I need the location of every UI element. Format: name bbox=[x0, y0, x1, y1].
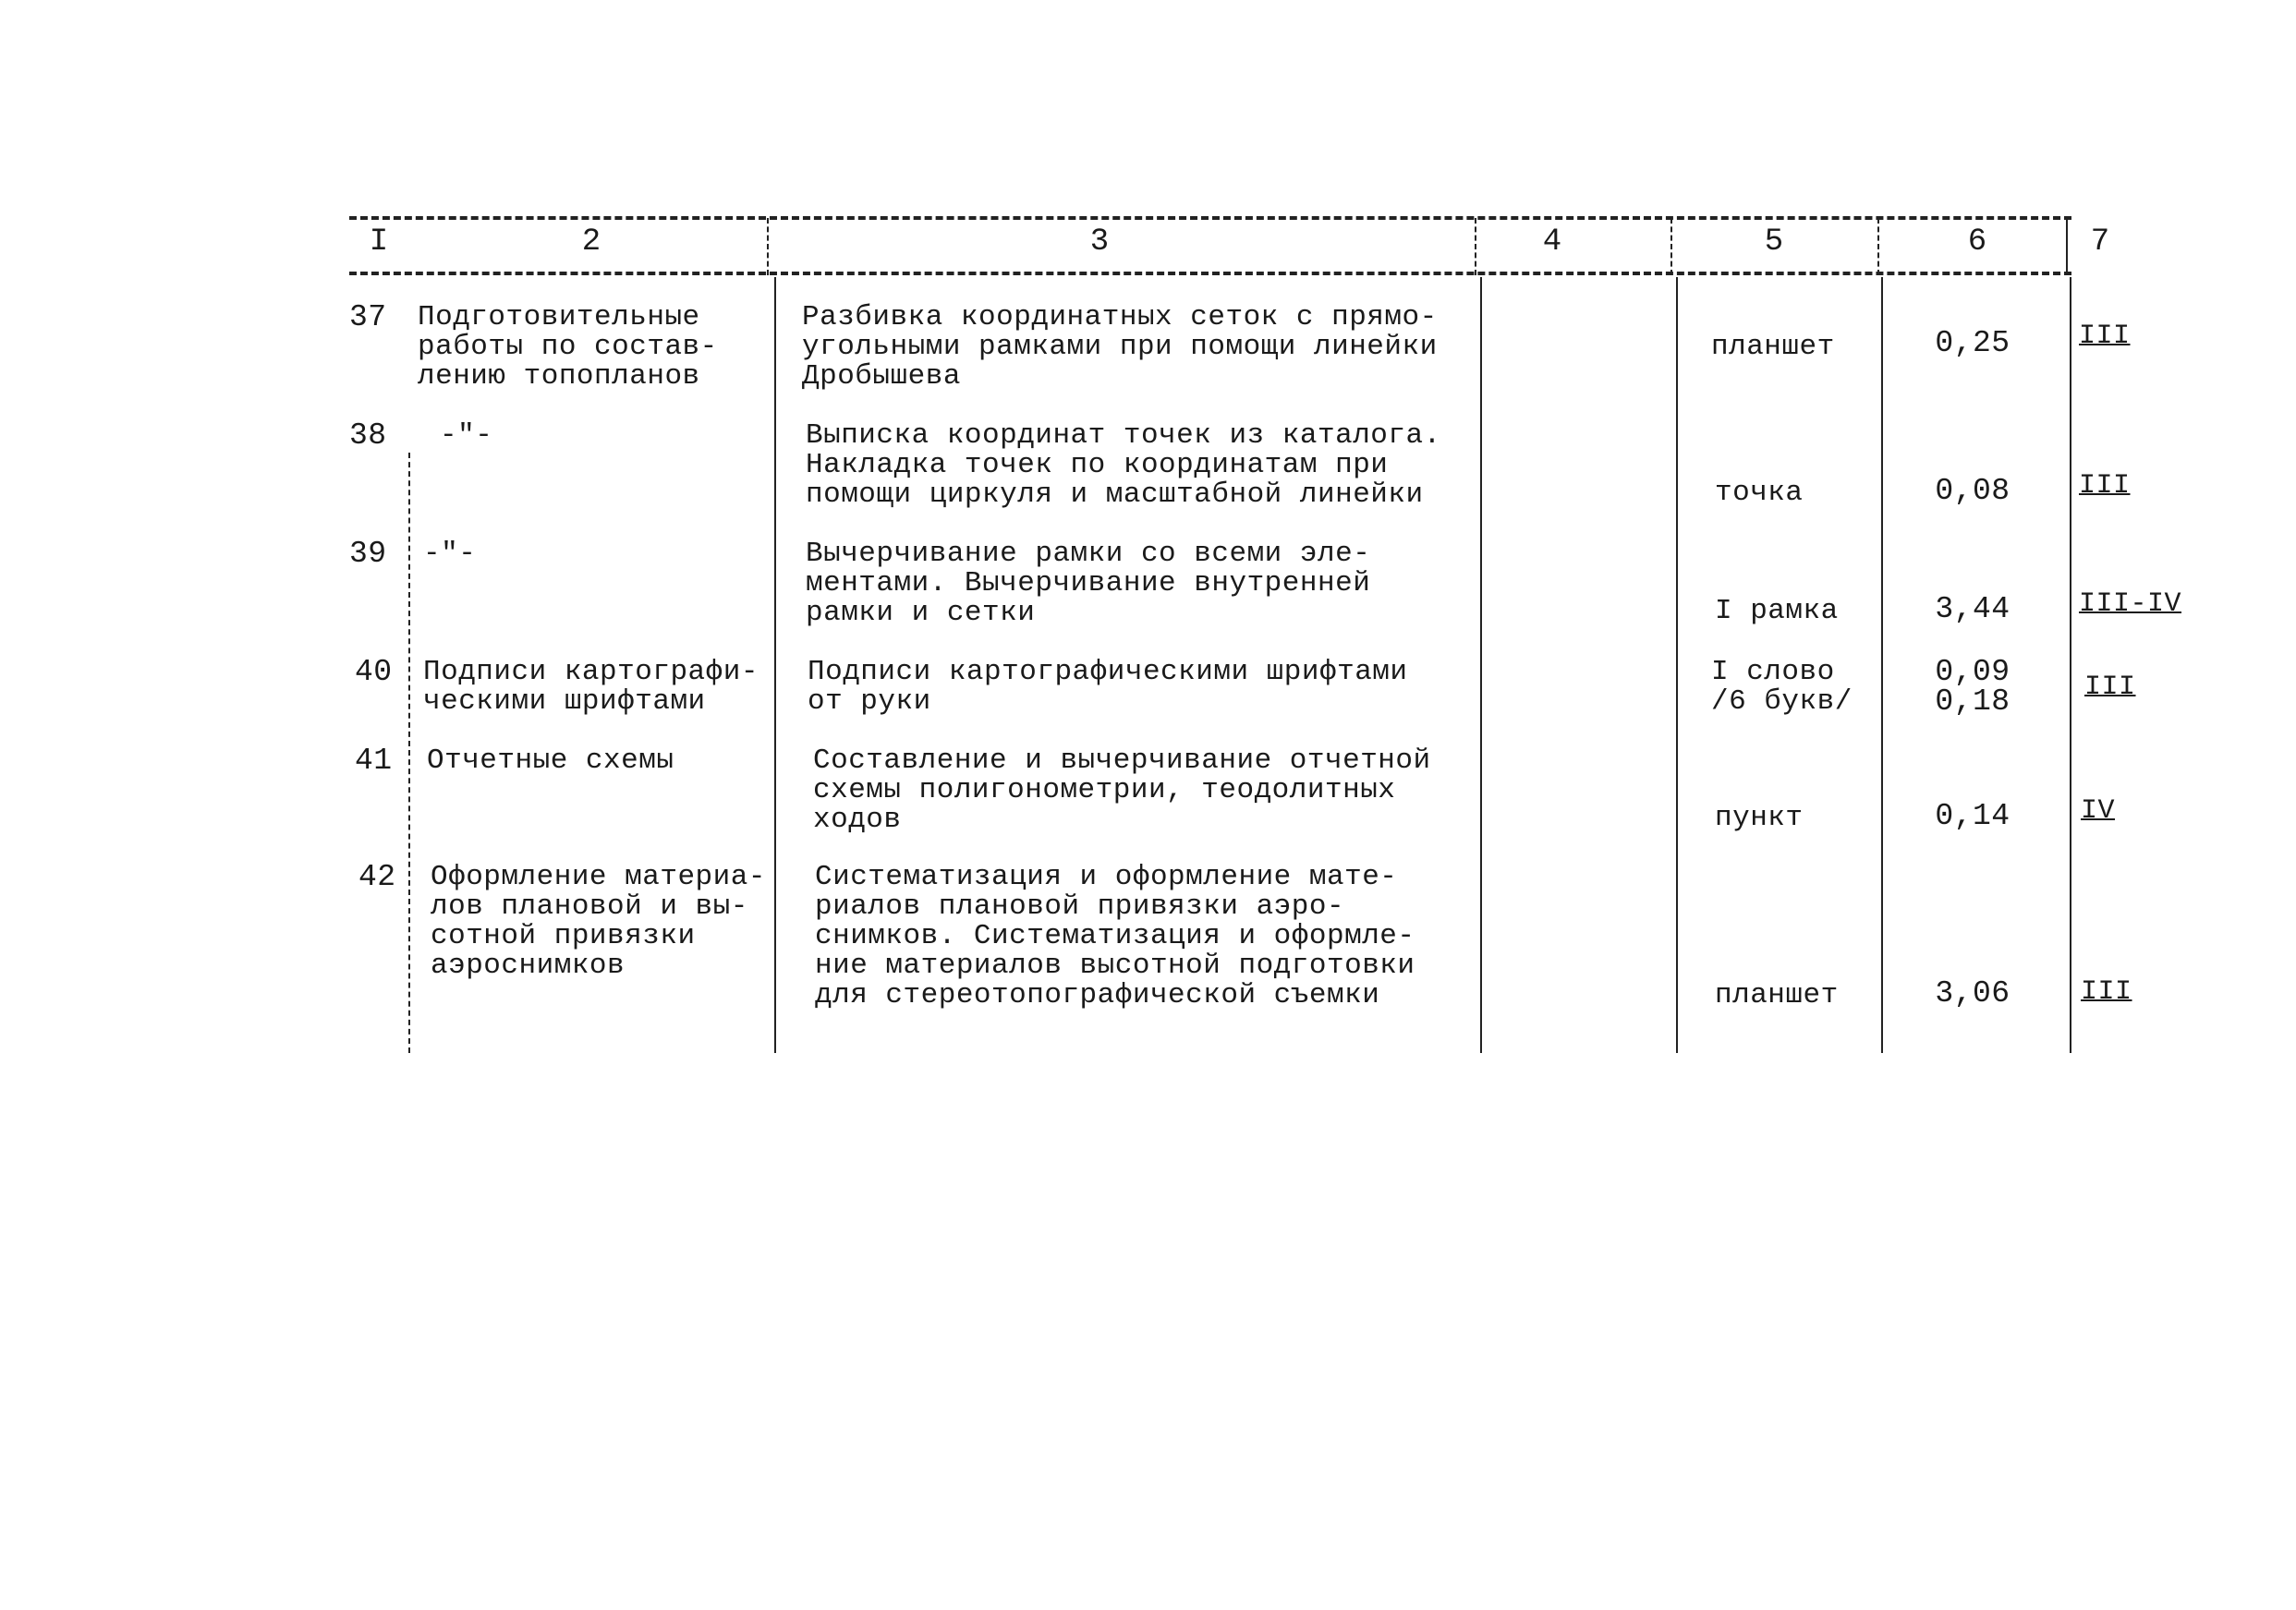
row-37-number: 37 bbox=[349, 300, 387, 334]
row-41-work: Отчетные схемы bbox=[427, 744, 674, 777]
body-line-6-7 bbox=[2070, 277, 2071, 1053]
row-40-number: 40 bbox=[355, 655, 393, 689]
row-42-number: 42 bbox=[358, 860, 396, 894]
row-37-norm: 0,25 bbox=[1935, 326, 2011, 360]
body-line-1-2 bbox=[408, 453, 410, 1053]
row-40-category: III bbox=[2084, 672, 2136, 703]
row-40-work: Подписи картографи- ческими шрифтами bbox=[423, 656, 759, 718]
row-42-description: Систематизация и оформление мате- риалов плановой привязки аэро- снимков. Систематизация и оформле- ние материалов высотной подготовки для стереотопографической съемки bbox=[815, 861, 1415, 1011]
header-sep-2-3 bbox=[767, 218, 769, 275]
header-col-1: I bbox=[369, 224, 389, 260]
row-40-norm: 0,09 0,18 bbox=[1935, 655, 2011, 719]
header-bottom-rule bbox=[349, 272, 2071, 275]
body-line-4-5 bbox=[1676, 277, 1678, 1053]
header-col-6: 6 bbox=[1967, 224, 1987, 260]
row-38-norm: 0,08 bbox=[1935, 474, 2011, 508]
row-39-category: III-IV bbox=[2079, 588, 2182, 620]
header-sep-4-5 bbox=[1670, 218, 1672, 275]
row-42-category: III bbox=[2081, 976, 2132, 1008]
table-top-rule bbox=[349, 216, 2071, 220]
body-line-2-3 bbox=[774, 277, 776, 1053]
header-col-2: 2 bbox=[581, 224, 601, 260]
row-38-unit: точка bbox=[1715, 477, 1804, 509]
body-line-5-6 bbox=[1881, 277, 1883, 1053]
row-37-work: Подготовительные работы по состав- лению топопланов bbox=[418, 301, 718, 393]
row-41-number: 41 bbox=[355, 744, 393, 778]
header-sep-3-4 bbox=[1475, 218, 1476, 275]
header-col-7: 7 bbox=[2090, 224, 2110, 260]
row-37-unit: планшет bbox=[1711, 331, 1835, 363]
header-col-5: 5 bbox=[1764, 224, 1784, 260]
header-sep-6-7 bbox=[2066, 218, 2068, 275]
row-40-unit: I слово /6 букв/ bbox=[1711, 656, 1853, 718]
row-42-unit: планшет bbox=[1715, 979, 1839, 1011]
row-38-number: 38 bbox=[349, 418, 387, 453]
row-38-description: Выписка координат точек из каталога. Накладка точек по координатам при помощи циркуля и масштабной линейки bbox=[806, 419, 1441, 511]
row-41-norm: 0,14 bbox=[1935, 799, 2011, 833]
row-39-work: -"- bbox=[423, 538, 477, 570]
row-39-unit: I рамка bbox=[1715, 595, 1839, 627]
row-38-category: III bbox=[2079, 470, 2131, 502]
header-sep-5-6 bbox=[1877, 218, 1879, 275]
row-39-description: Вычерчивание рамки со всеми эле- ментами. Вычерчивание внутренней рамки и сетки bbox=[806, 538, 1371, 629]
row-41-category: IV bbox=[2081, 795, 2116, 827]
row-39-number: 39 bbox=[349, 537, 387, 571]
row-37-category: III bbox=[2079, 321, 2131, 352]
row-37-description: Разбивка координатных сеток с прямо- угольными рамками при помощи линейки Дробышева bbox=[802, 301, 1438, 393]
header-col-3: 3 bbox=[1089, 224, 1110, 260]
row-40-description: Подписи картографическими шрифтами от руки bbox=[808, 656, 1408, 718]
row-42-norm: 3,06 bbox=[1935, 976, 2011, 1011]
header-col-4: 4 bbox=[1542, 224, 1562, 260]
row-41-unit: пункт bbox=[1715, 802, 1804, 834]
row-42-work: Оформление материа- лов плановой и вы- сотной привязки аэроснимков bbox=[431, 861, 766, 982]
row-38-work: -"- bbox=[440, 419, 493, 452]
row-41-description: Составление и вычерчивание отчетной схемы полигонометрии, теодолитных ходов bbox=[813, 744, 1431, 836]
row-39-norm: 3,44 bbox=[1935, 592, 2011, 626]
